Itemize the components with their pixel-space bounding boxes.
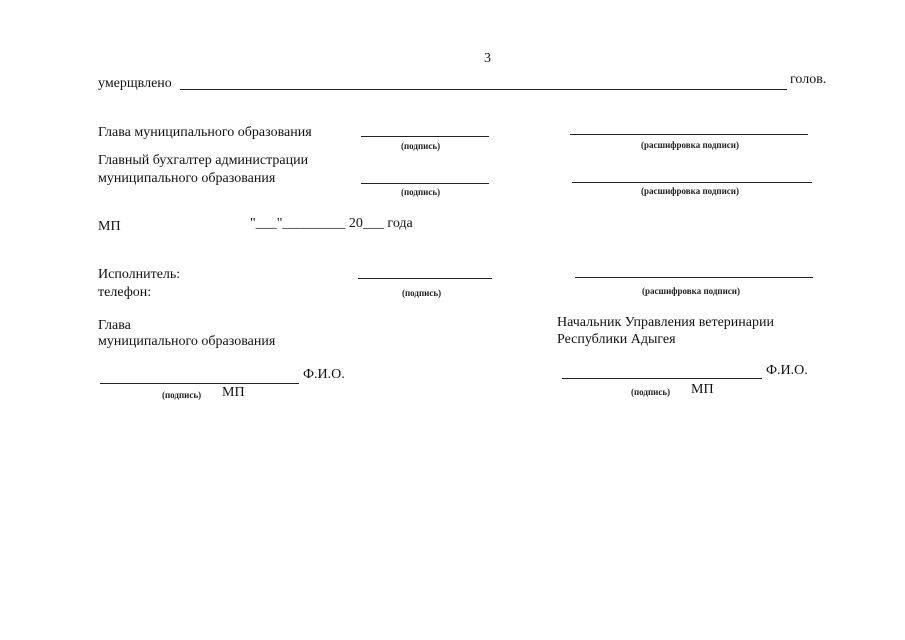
accountant-decode-caption: (расшифровка подписи) (641, 186, 739, 196)
head-signature-line (361, 136, 489, 137)
right-block-title-line2: Республики Адыгея (557, 332, 676, 347)
page-number: 3 (484, 51, 491, 66)
head-decode-line (570, 134, 808, 135)
right-block-fio: Ф.И.О. (766, 363, 808, 378)
right-block-mp: МП (691, 382, 714, 397)
executor-signature-caption: (подпись) (402, 288, 442, 298)
head-signature-caption: (подпись) (401, 141, 441, 151)
killed-count-line (180, 89, 787, 90)
stamp-mp: МП (98, 219, 121, 234)
head-decode-caption: (расшифровка подписи) (641, 140, 739, 150)
executor-label: Исполнитель: (98, 267, 181, 282)
right-block-title-line1: Начальник Управления ветеринарии (557, 315, 774, 330)
executor-decode-caption: (расшифровка подписи) (642, 286, 740, 296)
head-label: Глава муниципального образования (98, 125, 312, 140)
left-block-signature-caption: (подпись) (162, 390, 202, 400)
date-field: "___"_________ 20___ года (250, 216, 413, 231)
killed-label: умерщвлено (98, 76, 172, 91)
accountant-signature-caption: (подпись) (401, 187, 441, 197)
accountant-decode-line (572, 182, 812, 183)
killed-suffix: голов. (790, 72, 827, 87)
accountant-label-line2: муниципального образования (98, 171, 276, 186)
executor-decode-line (575, 277, 813, 278)
left-block-title-line1: Глава (98, 318, 131, 333)
left-block-title-line2: муниципального образования (98, 334, 276, 349)
accountant-label-line1: Главный бухгалтер администрации (98, 153, 309, 168)
right-block-signature-line (562, 378, 762, 379)
phone-label: телефон: (98, 285, 152, 300)
left-block-mp: МП (222, 385, 245, 400)
accountant-signature-line (361, 183, 489, 184)
left-block-fio: Ф.И.О. (303, 367, 345, 382)
executor-signature-line (358, 278, 492, 279)
left-block-signature-line (100, 383, 299, 384)
right-block-signature-caption: (подпись) (631, 387, 671, 397)
